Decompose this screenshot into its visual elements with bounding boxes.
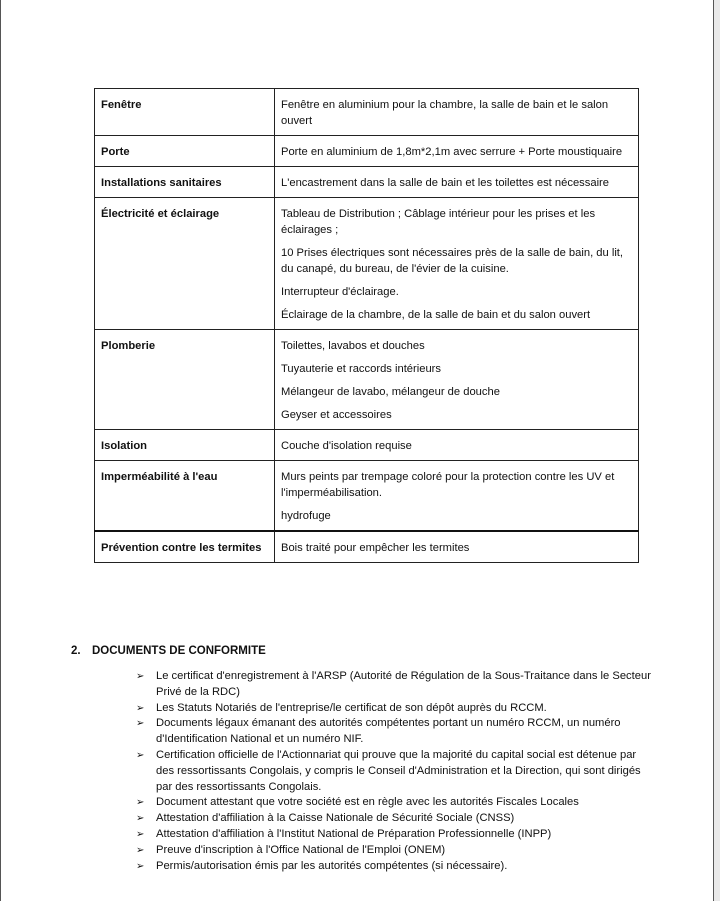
- list-item-text: Documents légaux émanant des autorités compétentes portant un numéro RCCM, un numéro d'Identification National et un numéro NIF.: [156, 717, 621, 746]
- row-description: [275, 136, 639, 167]
- list-item: [136, 811, 656, 827]
- specification-table: [94, 88, 639, 563]
- arrow-bullet-icon: ➢: [136, 860, 145, 872]
- arrow-bullet-icon: ➢: [136, 828, 145, 840]
- row-label: Imperméabilité à l'eau: [95, 461, 275, 532]
- description-line: Fenêtre en aluminium pour la chambre, la salle de bain et le salon ouvert: [281, 99, 609, 127]
- description-line: Mélangeur de lavabo, mélangeur de douche: [281, 386, 500, 398]
- description-line: Tableau de Distribution ; Câblage intérieur pour les prises et les éclairages ;: [281, 208, 596, 236]
- description-line: L'encastrement dans la salle de bain et les toilettes est nécessaire: [281, 177, 610, 189]
- description-line: hydrofuge: [281, 510, 331, 522]
- list-item: [136, 827, 656, 843]
- compliance-documents-list: [136, 669, 656, 874]
- arrow-bullet-icon: ➢: [136, 797, 145, 809]
- table-row: [95, 136, 639, 167]
- table-row: [95, 198, 639, 330]
- list-item: [136, 859, 656, 875]
- arrow-bullet-icon: ➢: [136, 749, 145, 761]
- list-item: [136, 669, 656, 701]
- arrow-bullet-icon: ➢: [136, 702, 145, 714]
- row-description: [275, 89, 639, 136]
- table-row: [95, 167, 639, 198]
- list-item-text: Attestation d'affiliation à la Caisse Nationale de Sécurité Sociale (CNSS): [156, 812, 515, 825]
- row-label: Installations sanitaires: [95, 167, 275, 198]
- row-description: [275, 198, 639, 330]
- row-description: [275, 531, 639, 563]
- list-item-text: Document attestant que votre société est en règle avec les autorités Fiscales Locales: [156, 796, 579, 809]
- section-heading: [71, 645, 266, 657]
- description-line: Tuyauterie et raccords intérieurs: [281, 363, 442, 375]
- row-label: Isolation: [95, 430, 275, 461]
- list-item: [136, 701, 656, 717]
- section-number: 2.: [71, 645, 81, 657]
- row-description: [275, 330, 639, 430]
- row-label: Porte: [95, 136, 275, 167]
- table-row: [95, 430, 639, 461]
- list-item-text: Les Statuts Notariés de l'entreprise/le certificat de son dépôt auprès du RCCM.: [156, 701, 547, 714]
- list-item-text: Certification officielle de l'Actionnariat qui prouve que la majorité du capital social est détenue par des ressortissants Congolais, y compris le Conseil d'Administration et la Direction, qui sont dirigés par des ressortissants Congolais.: [156, 748, 641, 793]
- row-description: [275, 430, 639, 461]
- description-line: 10 Prises électriques sont nécessaires près de la salle de bain, du lit, du canapé, du bureau, de l'évier de la cuisine.: [281, 247, 624, 275]
- section-title: DOCUMENTS DE CONFORMITE: [92, 645, 266, 657]
- row-description: [275, 167, 639, 198]
- table-row: [95, 461, 639, 532]
- description-line: Éclairage de la chambre, de la salle de bain et du salon ouvert: [281, 309, 591, 321]
- table-row: [95, 330, 639, 430]
- row-description: [275, 461, 639, 532]
- arrow-bullet-icon: ➢: [136, 844, 145, 856]
- description-line: Geyser et accessoires: [281, 409, 392, 421]
- description-line: Couche d'isolation requise: [281, 440, 412, 452]
- list-item-text: Preuve d'inscription à l'Office National de l'Emploi (ONEM): [156, 843, 446, 856]
- row-label: Électricité et éclairage: [95, 198, 275, 330]
- row-label: Fenêtre: [95, 89, 275, 136]
- description-line: Toilettes, lavabos et douches: [281, 340, 425, 352]
- list-item-text: Attestation d'affiliation à l'Institut National de Préparation Professionnelle (INPP): [156, 827, 552, 840]
- list-item-text: Le certificat d'enregistrement à l'ARSP (Autorité de Régulation de la Sous-Traitance dans le Secteur Privé de la RDC): [156, 670, 651, 698]
- list-item: [136, 843, 656, 859]
- description-line: Porte en aluminium de 1,8m*2,1m avec serrure + Porte moustiquaire: [281, 146, 623, 158]
- description-line: Bois traité pour empêcher les termites: [281, 542, 470, 554]
- row-label: Prévention contre les termites: [95, 531, 275, 563]
- list-item-text: Permis/autorisation émis par les autorités compétentes (si nécessaire).: [156, 859, 508, 872]
- list-item: [136, 716, 656, 748]
- arrow-bullet-icon: ➢: [136, 718, 145, 730]
- arrow-bullet-icon: ➢: [136, 813, 145, 825]
- row-label: Plomberie: [95, 330, 275, 430]
- arrow-bullet-icon: ➢: [136, 671, 145, 682]
- list-item: [136, 748, 656, 795]
- description-line: Murs peints par trempage coloré pour la protection contre les UV et l'imperméabilisation.: [281, 471, 615, 499]
- list-item: [136, 795, 656, 811]
- table-row: [95, 531, 639, 563]
- description-line: Interrupteur d'éclairage.: [281, 286, 399, 298]
- table-row: [95, 89, 639, 136]
